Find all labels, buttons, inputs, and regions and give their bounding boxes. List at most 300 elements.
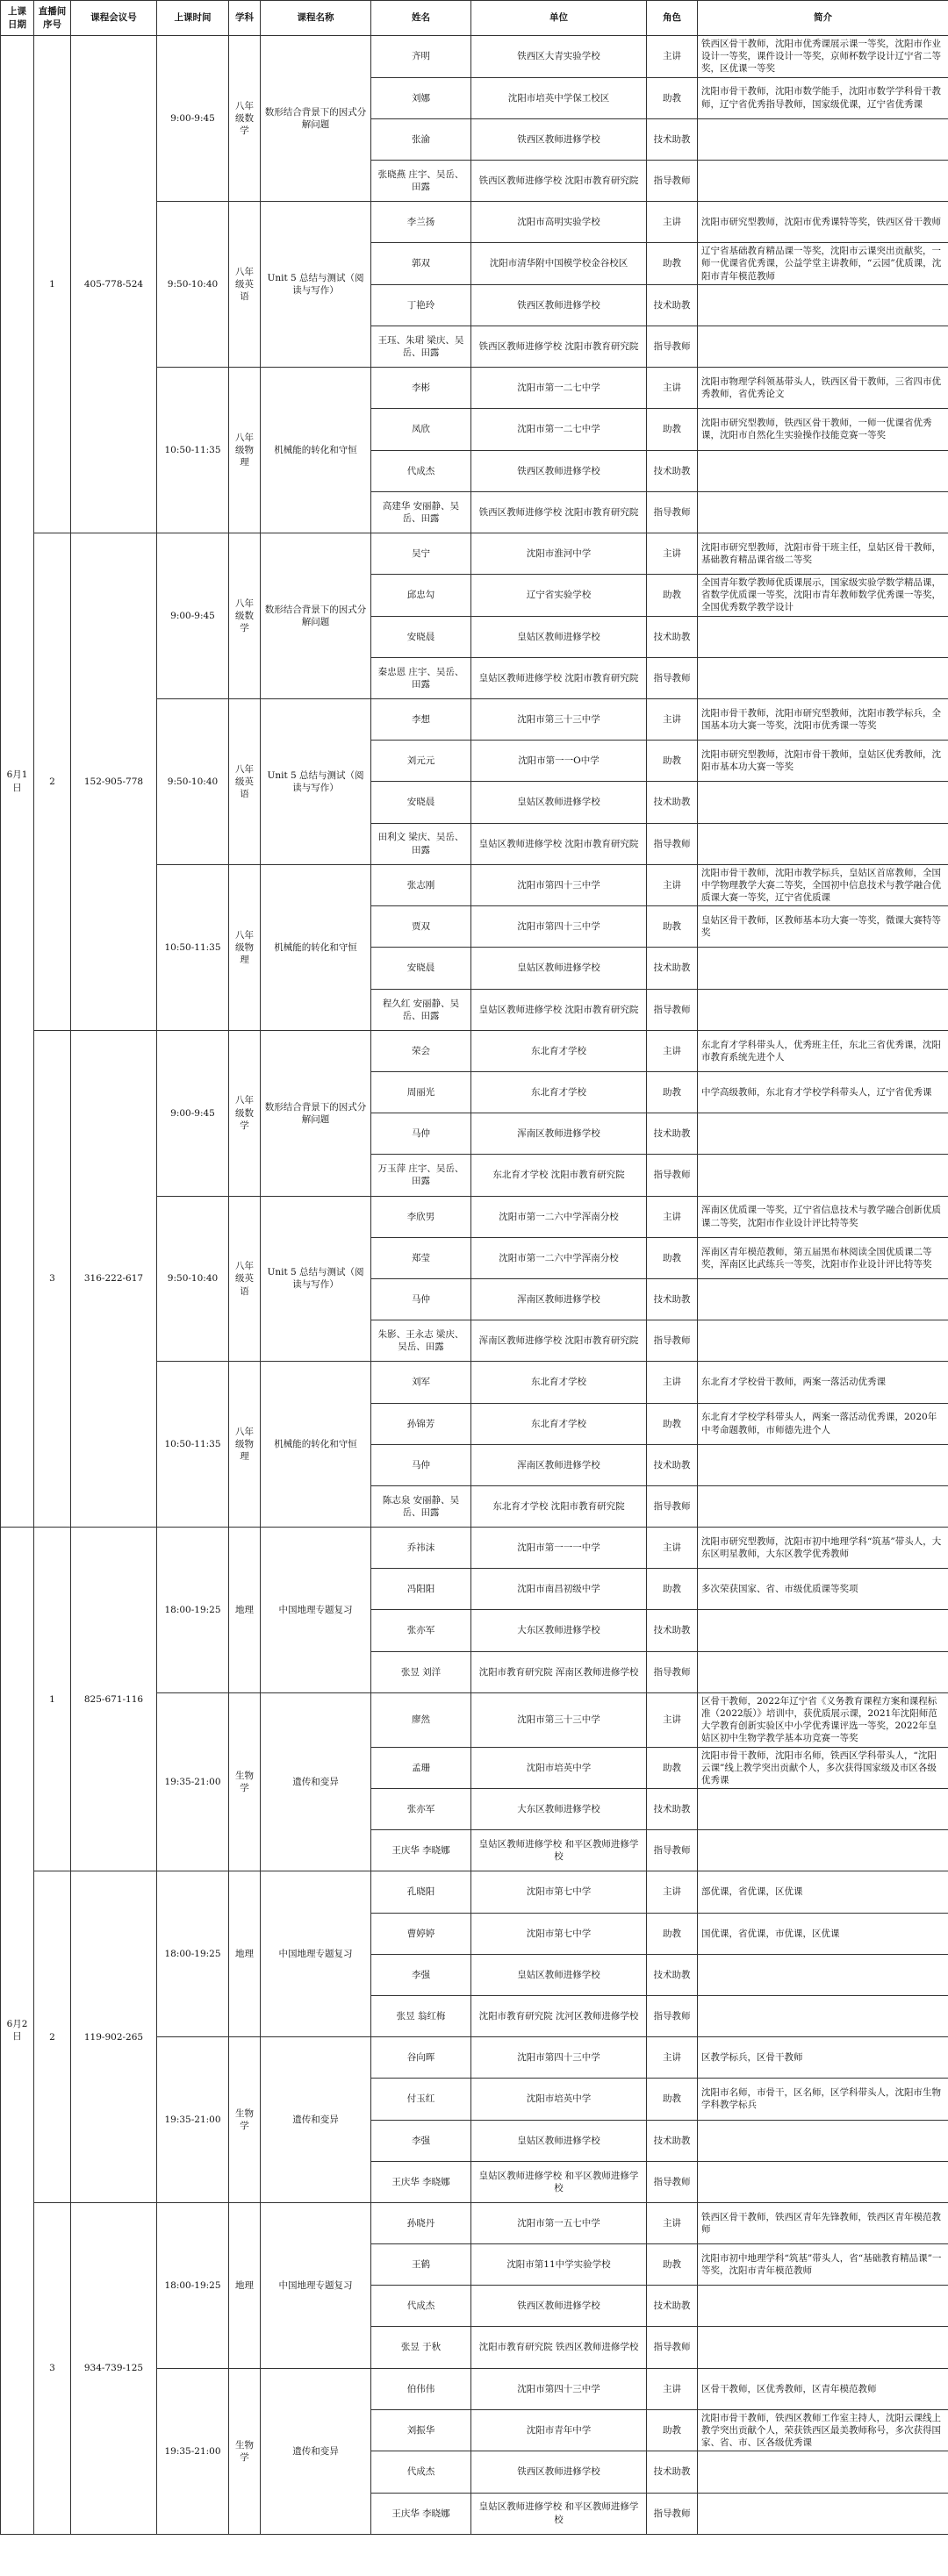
time-cell: 19:35-21:00: [157, 2368, 229, 2534]
role-cell: 助教: [647, 1072, 698, 1113]
subject-cell: 八年级数学: [229, 36, 261, 202]
unit-cell: 沈阳市培英中学保工校区: [471, 77, 647, 118]
unit-cell: 铁西区教师进修学校 沈阳市教育研究院: [471, 491, 647, 533]
role-cell: 助教: [647, 77, 698, 118]
role-cell: 技术助教: [647, 616, 698, 657]
meeting-id-cell: 825-671-116: [71, 1528, 157, 1871]
unit-cell: 大东区教师进修学校: [471, 1610, 647, 1651]
unit-cell: 沈阳市第四十三中学: [471, 906, 647, 948]
intro-cell: [698, 1444, 948, 1485]
role-cell: 技术助教: [647, 1610, 698, 1651]
unit-cell: 沈阳市第七中学: [471, 1913, 647, 1954]
role-cell: 助教: [647, 1913, 698, 1954]
role-cell: 主讲: [647, 698, 698, 740]
name-cell: 荣会: [371, 1030, 471, 1071]
name-cell: 李强: [371, 2120, 471, 2161]
intro-cell: [698, 1155, 948, 1196]
intro-cell: 浑南区青年模范教师，第五届黑布林阅读全国优质课二等奖，浑南区比武练兵一等奖，沈阳市作业设计评比特等奖: [698, 1237, 948, 1278]
role-cell: 主讲: [647, 533, 698, 574]
unit-cell: 皇姑区教师进修学校: [471, 2120, 647, 2161]
subject-cell: 生物学: [229, 2037, 261, 2203]
unit-cell: 铁西区教师进修学校: [471, 2451, 647, 2493]
unit-cell: 浑南区教师进修学校: [471, 1278, 647, 1320]
subject-cell: 八年级数学: [229, 1030, 261, 1196]
intro-cell: 沈阳市研究型教师，沈阳市初中地理学科“筑基”带头人，大东区明星教师，大东区教学优秀教师: [698, 1528, 948, 1569]
role-cell: 指导教师: [647, 160, 698, 201]
intro-cell: [698, 1485, 948, 1527]
unit-cell: 沈阳市培英中学: [471, 1747, 647, 1789]
intro-cell: [698, 1278, 948, 1320]
name-cell: 李彬: [371, 368, 471, 409]
time-cell: 10:50-11:35: [157, 1362, 229, 1528]
role-cell: 主讲: [647, 2037, 698, 2079]
unit-cell: 皇姑区教师进修学校: [471, 948, 647, 989]
role-cell: 指导教师: [647, 1651, 698, 1692]
room-no-cell: 2: [34, 1871, 71, 2203]
time-cell: 9:00-9:45: [157, 1030, 229, 1196]
unit-cell: 沈阳市南昌初级中学: [471, 1569, 647, 1610]
unit-cell: 沈阳市教育研究院 铁西区教师进修学校: [471, 2327, 647, 2368]
unit-cell: 东北育才学校: [471, 1072, 647, 1113]
role-cell: 技术助教: [647, 948, 698, 989]
name-cell: 安晓晨: [371, 782, 471, 823]
unit-cell: 铁西区教师进修学校 沈阳市教育研究院: [471, 160, 647, 201]
role-cell: 指导教师: [647, 1320, 698, 1362]
name-cell: 张志刚: [371, 864, 471, 906]
subject-cell: 八年级英语: [229, 698, 261, 864]
intro-cell: [698, 1651, 948, 1692]
role-cell: 助教: [647, 409, 698, 450]
course-cell: 机械能的转化和守恒: [261, 1362, 371, 1528]
name-cell: 李强: [371, 1954, 471, 1995]
role-cell: 技术助教: [647, 118, 698, 160]
unit-cell: 沈阳市第一二六中学浑南分校: [471, 1196, 647, 1237]
intro-cell: [698, 284, 948, 326]
name-cell: 孔晓阳: [371, 1871, 471, 1913]
intro-cell: [698, 1995, 948, 2036]
name-cell: 刘娜: [371, 77, 471, 118]
unit-cell: 铁西区教师进修学校: [471, 2286, 647, 2327]
intro-cell: 全国青年数学教师优质课展示，国家级实验学数学精品课，省数学优质课一等奖，沈阳市青年教师数学优秀课一等奖，全国优秀数学教学设计: [698, 575, 948, 617]
role-cell: 指导教师: [647, 823, 698, 864]
role-cell: 助教: [647, 2244, 698, 2286]
unit-cell: 沈阳市第三十三中学: [471, 1692, 647, 1747]
unit-cell: 皇姑区教师进修学校 和平区教师进修学校: [471, 2161, 647, 2202]
meeting-id-cell: 934-739-125: [71, 2202, 157, 2534]
header-unit: 单位: [471, 1, 647, 36]
role-cell: 主讲: [647, 1692, 698, 1747]
meeting-id-cell: 119-902-265: [71, 1871, 157, 2203]
unit-cell: 沈阳市培英中学: [471, 2079, 647, 2120]
name-cell: 田利文 梁庆、吴岳、田露: [371, 823, 471, 864]
role-cell: 技术助教: [647, 2451, 698, 2493]
intro-cell: [698, 782, 948, 823]
room-no-cell: 1: [34, 1528, 71, 1871]
intro-cell: [698, 2161, 948, 2202]
course-cell: 数形结合背景下的因式分解问题: [261, 1030, 371, 1196]
name-cell: 乔祎沫: [371, 1528, 471, 1569]
role-cell: 助教: [647, 1237, 698, 1278]
name-cell: 张晓燕 庄宇、吴岳、田露: [371, 160, 471, 201]
name-cell: 凤欣: [371, 409, 471, 450]
intro-cell: 东北育才学校学科带头人，两案一落活动优秀课，2020年中考命题教师，市师德先进个人: [698, 1403, 948, 1444]
course-cell: 机械能的转化和守恒: [261, 864, 371, 1030]
course-cell: 数形结合背景下的因式分解问题: [261, 533, 371, 698]
role-cell: 助教: [647, 1747, 698, 1789]
intro-cell: 沈阳市初中地理学科“筑基”带头人，省“基础教育精品课”一等奖，沈阳市青年模范教师: [698, 2244, 948, 2286]
subject-cell: 八年级物理: [229, 864, 261, 1030]
intro-cell: 沈阳市骨干教师，沈阳市名师，铁西区学科带头人，“沈阳云课”线上教学突出贡献个人，多次获得国家级及市区各级优秀课: [698, 1747, 948, 1789]
table-row: [1, 533, 948, 574]
unit-cell: 皇姑区教师进修学校: [471, 782, 647, 823]
name-cell: 代成杰: [371, 450, 471, 491]
role-cell: 主讲: [647, 864, 698, 906]
role-cell: 助教: [647, 741, 698, 782]
time-cell: 9:00-9:45: [157, 36, 229, 202]
name-cell: 安晓晨: [371, 616, 471, 657]
unit-cell: 皇姑区教师进修学校 沈阳市教育研究院: [471, 657, 647, 698]
name-cell: 冯阳阳: [371, 1569, 471, 1610]
header-row: [1, 1, 948, 36]
name-cell: 李想: [371, 698, 471, 740]
name-cell: 丁艳玲: [371, 284, 471, 326]
intro-cell: [698, 1954, 948, 1995]
unit-cell: 皇姑区教师进修学校 和平区教师进修学校: [471, 1830, 647, 1871]
name-cell: 孙锦芳: [371, 1403, 471, 1444]
role-cell: 助教: [647, 1569, 698, 1610]
unit-cell: 沈阳市第一五七中学: [471, 2202, 647, 2243]
role-cell: 主讲: [647, 1196, 698, 1237]
intro-cell: [698, 1789, 948, 1830]
role-cell: 助教: [647, 1403, 698, 1444]
header-intro: 简介: [698, 1, 948, 36]
name-cell: 张亦军: [371, 1789, 471, 1830]
unit-cell: 皇姑区教师进修学校: [471, 616, 647, 657]
unit-cell: 沈阳市第一一O中学: [471, 741, 647, 782]
role-cell: 主讲: [647, 1871, 698, 1913]
unit-cell: 沈阳市第一二七中学: [471, 368, 647, 409]
header-room-no: 直播间序号: [34, 1, 71, 36]
intro-cell: 东北育才学校骨干教师，两案一落活动优秀课: [698, 1362, 948, 1403]
unit-cell: 沈阳市青年中学: [471, 2409, 647, 2451]
intro-cell: 皇姑区骨干教师，区教师基本功大赛一等奖，微课大赛特等奖: [698, 906, 948, 948]
name-cell: 吴宁: [371, 533, 471, 574]
intro-cell: [698, 2493, 948, 2534]
table-row: [1, 36, 948, 78]
unit-cell: 铁西区教师进修学校: [471, 450, 647, 491]
role-cell: 技术助教: [647, 1789, 698, 1830]
time-cell: 19:35-21:00: [157, 2037, 229, 2203]
course-cell: 遗传和变异: [261, 2037, 371, 2203]
intro-cell: 辽宁省基础教育精品课一等奖，沈阳市云课突出贡献奖，一师一优课省优秀课，公益学堂主讲教师，“云园”优质课，沈阳市青年模范教师: [698, 243, 948, 285]
unit-cell: 铁西区大青实验学校: [471, 36, 647, 78]
intro-cell: 沈阳市骨干教师，沈阳市研究型教师，沈阳市教学标兵，全国基本功大赛一等奖，沈阳市优秀课一等奖: [698, 698, 948, 740]
time-cell: 19:35-21:00: [157, 1692, 229, 1871]
meeting-id-cell: 405-778-524: [71, 36, 157, 533]
course-cell: 数形结合背景下的因式分解问题: [261, 36, 371, 202]
role-cell: 技术助教: [647, 1113, 698, 1155]
subject-cell: 地理: [229, 1528, 261, 1693]
unit-cell: 东北育才学校: [471, 1030, 647, 1071]
role-cell: 主讲: [647, 36, 698, 78]
unit-cell: 沈阳市教育研究院 沈河区教师进修学校: [471, 1995, 647, 2036]
name-cell: 安晓晨: [371, 948, 471, 989]
course-cell: 中国地理专题复习: [261, 2202, 371, 2368]
name-cell: 代成杰: [371, 2286, 471, 2327]
role-cell: 技术助教: [647, 2286, 698, 2327]
name-cell: 谷向晖: [371, 2037, 471, 2079]
intro-cell: [698, 948, 948, 989]
intro-cell: [698, 989, 948, 1030]
intro-cell: [698, 1320, 948, 1362]
intro-cell: [698, 1830, 948, 1871]
subject-cell: 八年级英语: [229, 202, 261, 368]
role-cell: 指导教师: [647, 2161, 698, 2202]
role-cell: 技术助教: [647, 782, 698, 823]
unit-cell: 沈阳市第一二六中学浑南分校: [471, 1237, 647, 1278]
subject-cell: 八年级物理: [229, 368, 261, 533]
name-cell: 刘振华: [371, 2409, 471, 2451]
name-cell: 张昱 翁红梅: [371, 1995, 471, 2036]
name-cell: 张渝: [371, 118, 471, 160]
room-no-cell: 3: [34, 1030, 71, 1527]
name-cell: 刘军: [371, 1362, 471, 1403]
header-name: 姓名: [371, 1, 471, 36]
intro-cell: [698, 1113, 948, 1155]
intro-cell: 沈阳市物理学科领基带头人，铁西区骨干教师，三省四市优秀教师，省优秀论文: [698, 368, 948, 409]
intro-cell: [698, 2451, 948, 2493]
unit-cell: 皇姑区教师进修学校: [471, 1954, 647, 1995]
name-cell: 高建华 安丽静、吴岳、田露: [371, 491, 471, 533]
table-row: [1, 1528, 948, 1569]
name-cell: 齐明: [371, 36, 471, 78]
role-cell: 指导教师: [647, 2493, 698, 2534]
intro-cell: [698, 1610, 948, 1651]
intro-cell: 中学高级教师，东北育才学校学科带头人，辽宁省优秀课: [698, 1072, 948, 1113]
time-cell: 9:50-10:40: [157, 1196, 229, 1362]
name-cell: 周丽光: [371, 1072, 471, 1113]
course-cell: Unit 5 总结与测试（阅读与写作）: [261, 698, 371, 864]
name-cell: 伯伟伟: [371, 2368, 471, 2409]
role-cell: 指导教师: [647, 989, 698, 1030]
name-cell: 付玉红: [371, 2079, 471, 2120]
intro-cell: 区骨干教师，区优秀教师，区青年模范教师: [698, 2368, 948, 2409]
unit-cell: 沈阳市第四十三中学: [471, 2037, 647, 2079]
header-meeting-id: 课程会议号: [71, 1, 157, 36]
schedule-body: [1, 36, 948, 2535]
intro-cell: [698, 616, 948, 657]
role-cell: 主讲: [647, 2368, 698, 2409]
unit-cell: 皇姑区教师进修学校 沈阳市教育研究院: [471, 989, 647, 1030]
meeting-id-cell: 152-905-778: [71, 533, 157, 1030]
unit-cell: 沈阳市清华附中国模学校金谷校区: [471, 243, 647, 285]
role-cell: 助教: [647, 2079, 698, 2120]
unit-cell: 沈阳市第一一一中学: [471, 1528, 647, 1569]
role-cell: 技术助教: [647, 1954, 698, 1995]
intro-cell: [698, 2327, 948, 2368]
course-cell: 中国地理专题复习: [261, 1528, 371, 1693]
intro-cell: [698, 657, 948, 698]
course-cell: Unit 5 总结与测试（阅读与写作）: [261, 1196, 371, 1362]
name-cell: 郭双: [371, 243, 471, 285]
room-no-cell: 2: [34, 533, 71, 1030]
name-cell: 张昱 刘洋: [371, 1651, 471, 1692]
name-cell: 王庆华 李晓娜: [371, 2493, 471, 2534]
intro-cell: 区教学标兵，区骨干教师: [698, 2037, 948, 2079]
intro-cell: 沈阳市骨干教师，铁西区教师工作室主持人，沈阳云课线上教学突出贡献个人，荣获铁西区最美教师称号，多次获得国家、省、市、区各级优秀课: [698, 2409, 948, 2451]
name-cell: 程久红 安丽静、吴岳、田露: [371, 989, 471, 1030]
time-cell: 18:00-19:25: [157, 1871, 229, 2037]
name-cell: 代成杰: [371, 2451, 471, 2493]
time-cell: 9:50-10:40: [157, 202, 229, 368]
unit-cell: 铁西区教师进修学校: [471, 284, 647, 326]
intro-cell: [698, 450, 948, 491]
table-row: [1, 1871, 948, 1913]
course-cell: 中国地理专题复习: [261, 1871, 371, 2037]
intro-cell: 沈阳市名师，市骨干，区名师，区学科带头人，沈阳市生物学科教学标兵: [698, 2079, 948, 2120]
role-cell: 技术助教: [647, 2120, 698, 2161]
role-cell: 助教: [647, 575, 698, 617]
intro-cell: 东北育才学科带头人，优秀班主任，东北三省优秀课，沈阳市教育系统先进个人: [698, 1030, 948, 1071]
role-cell: 主讲: [647, 202, 698, 243]
table-row: [1, 1030, 948, 1071]
subject-cell: 生物学: [229, 1692, 261, 1871]
unit-cell: 沈阳市第七中学: [471, 1871, 647, 1913]
subject-cell: 八年级英语: [229, 1196, 261, 1362]
name-cell: 张昱 于秋: [371, 2327, 471, 2368]
subject-cell: 八年级物理: [229, 1362, 261, 1528]
role-cell: 指导教师: [647, 1155, 698, 1196]
unit-cell: 沈阳市第一二七中学: [471, 409, 647, 450]
unit-cell: 浑南区教师进修学校 沈阳市教育研究院: [471, 1320, 647, 1362]
time-cell: 18:00-19:25: [157, 2202, 229, 2368]
name-cell: 孟珊: [371, 1747, 471, 1789]
header-date: 上课日期: [1, 1, 34, 36]
unit-cell: 沈阳市第11中学实验学校: [471, 2244, 647, 2286]
role-cell: 指导教师: [647, 657, 698, 698]
name-cell: 孙晓丹: [371, 2202, 471, 2243]
name-cell: 李欣男: [371, 1196, 471, 1237]
name-cell: 王鹤: [371, 2244, 471, 2286]
name-cell: 王庆华 李晓娜: [371, 1830, 471, 1871]
room-no-cell: 1: [34, 36, 71, 533]
name-cell: 朱影、王永志 梁庆、吴岳、田露: [371, 1320, 471, 1362]
course-cell: 遗传和变异: [261, 1692, 371, 1871]
unit-cell: 皇姑区教师进修学校 沈阳市教育研究院: [471, 823, 647, 864]
unit-cell: 沈阳市教育研究院 浑南区教师进修学校: [471, 1651, 647, 1692]
subject-cell: 地理: [229, 2202, 261, 2368]
name-cell: 张亦军: [371, 1610, 471, 1651]
name-cell: 万玉萍 庄宇、吴岳、田露: [371, 1155, 471, 1196]
intro-cell: [698, 160, 948, 201]
time-cell: 10:50-11:35: [157, 864, 229, 1030]
unit-cell: 东北育才学校: [471, 1362, 647, 1403]
intro-cell: 沈阳市研究型教师，沈阳市骨干教师，皇姑区优秀教师，沈阳市基本功大赛一等奖: [698, 741, 948, 782]
intro-cell: [698, 2120, 948, 2161]
role-cell: 指导教师: [647, 1485, 698, 1527]
date-cell: 6月2日: [1, 1528, 34, 2535]
intro-cell: [698, 823, 948, 864]
unit-cell: 浑南区教师进修学校: [471, 1444, 647, 1485]
header-time: 上课时间: [157, 1, 229, 36]
name-cell: 王庆华 李晓娜: [371, 2161, 471, 2202]
subject-cell: 生物学: [229, 2368, 261, 2534]
unit-cell: 浑南区教师进修学校: [471, 1113, 647, 1155]
intro-cell: [698, 326, 948, 367]
role-cell: 主讲: [647, 1362, 698, 1403]
unit-cell: 铁西区教师进修学校 沈阳市教育研究院: [471, 326, 647, 367]
unit-cell: 东北育才学校 沈阳市教育研究院: [471, 1485, 647, 1527]
time-cell: 18:00-19:25: [157, 1528, 229, 1693]
role-cell: 主讲: [647, 368, 698, 409]
role-cell: 技术助教: [647, 1444, 698, 1485]
role-cell: 主讲: [647, 2202, 698, 2243]
role-cell: 指导教师: [647, 1995, 698, 2036]
header-course: 课程名称: [261, 1, 371, 36]
intro-cell: 铁西区骨干教师，铁西区青年先锋教师，铁西区青年模范教师: [698, 2202, 948, 2243]
time-cell: 9:50-10:40: [157, 698, 229, 864]
name-cell: 马仲: [371, 1444, 471, 1485]
unit-cell: 皇姑区教师进修学校 和平区教师进修学校: [471, 2493, 647, 2534]
role-cell: 技术助教: [647, 1278, 698, 1320]
course-cell: 遗传和变异: [261, 2368, 371, 2534]
unit-cell: 沈阳市第三十三中学: [471, 698, 647, 740]
date-cell: 6月1日: [1, 36, 34, 1528]
intro-cell: 国优课，省优课，市优课，区优课: [698, 1913, 948, 1954]
name-cell: 廖然: [371, 1692, 471, 1747]
role-cell: 主讲: [647, 1030, 698, 1071]
intro-cell: 部优课，省优课，区优课: [698, 1871, 948, 1913]
name-cell: 李兰扬: [371, 202, 471, 243]
intro-cell: 沈阳市研究型教师，铁西区骨干教师，一师一优课省优秀课，沈阳市自然化生实验操作技能竞赛一等奖: [698, 409, 948, 450]
room-no-cell: 3: [34, 2202, 71, 2534]
unit-cell: 沈阳市淮河中学: [471, 533, 647, 574]
subject-cell: 八年级数学: [229, 533, 261, 698]
intro-cell: [698, 118, 948, 160]
role-cell: 技术助教: [647, 450, 698, 491]
name-cell: 曹婷婷: [371, 1913, 471, 1954]
unit-cell: 东北育才学校: [471, 1403, 647, 1444]
intro-cell: 浑南区优质课一等奖，辽宁省信息技术与教学融合创新优质课二等奖，沈阳市作业设计评比特等奖: [698, 1196, 948, 1237]
role-cell: 助教: [647, 243, 698, 285]
unit-cell: 沈阳市第四十三中学: [471, 864, 647, 906]
unit-cell: 辽宁省实验学校: [471, 575, 647, 617]
intro-cell: 沈阳市骨干教师，沈阳市数学能手，沈阳市数学学科骨干教师，辽宁省优秀指导教师，国家级优课，辽宁省优秀课: [698, 77, 948, 118]
header-role: 角色: [647, 1, 698, 36]
unit-cell: 大东区教师进修学校: [471, 1789, 647, 1830]
intro-cell: [698, 2286, 948, 2327]
intro-cell: [698, 491, 948, 533]
name-cell: 邱忠勾: [371, 575, 471, 617]
intro-cell: 铁西区骨干教师，沈阳市优秀课展示课一等奖，沈阳市作业设计一等奖，课件设计一等奖，京师杯数学设计辽宁省二等奖，区优课一等奖: [698, 36, 948, 78]
meeting-id-cell: 316-222-617: [71, 1030, 157, 1527]
unit-cell: 沈阳市第四十三中学: [471, 2368, 647, 2409]
subject-cell: 地理: [229, 1871, 261, 2037]
role-cell: 技术助教: [647, 284, 698, 326]
role-cell: 指导教师: [647, 326, 698, 367]
name-cell: 陈志泉 安丽静、吴岳、田露: [371, 1485, 471, 1527]
role-cell: 助教: [647, 906, 698, 948]
role-cell: 指导教师: [647, 491, 698, 533]
unit-cell: 东北育才学校 沈阳市教育研究院: [471, 1155, 647, 1196]
intro-cell: 多次荣获国家、省、市级优质课等奖项: [698, 1569, 948, 1610]
header-subject: 学科: [229, 1, 261, 36]
unit-cell: 沈阳市高明实验学校: [471, 202, 647, 243]
name-cell: 马仲: [371, 1278, 471, 1320]
name-cell: 马仲: [371, 1113, 471, 1155]
intro-cell: 沈阳市研究型教师，沈阳市优秀课特等奖，铁西区骨干教师: [698, 202, 948, 243]
table-row: [1, 2202, 948, 2243]
